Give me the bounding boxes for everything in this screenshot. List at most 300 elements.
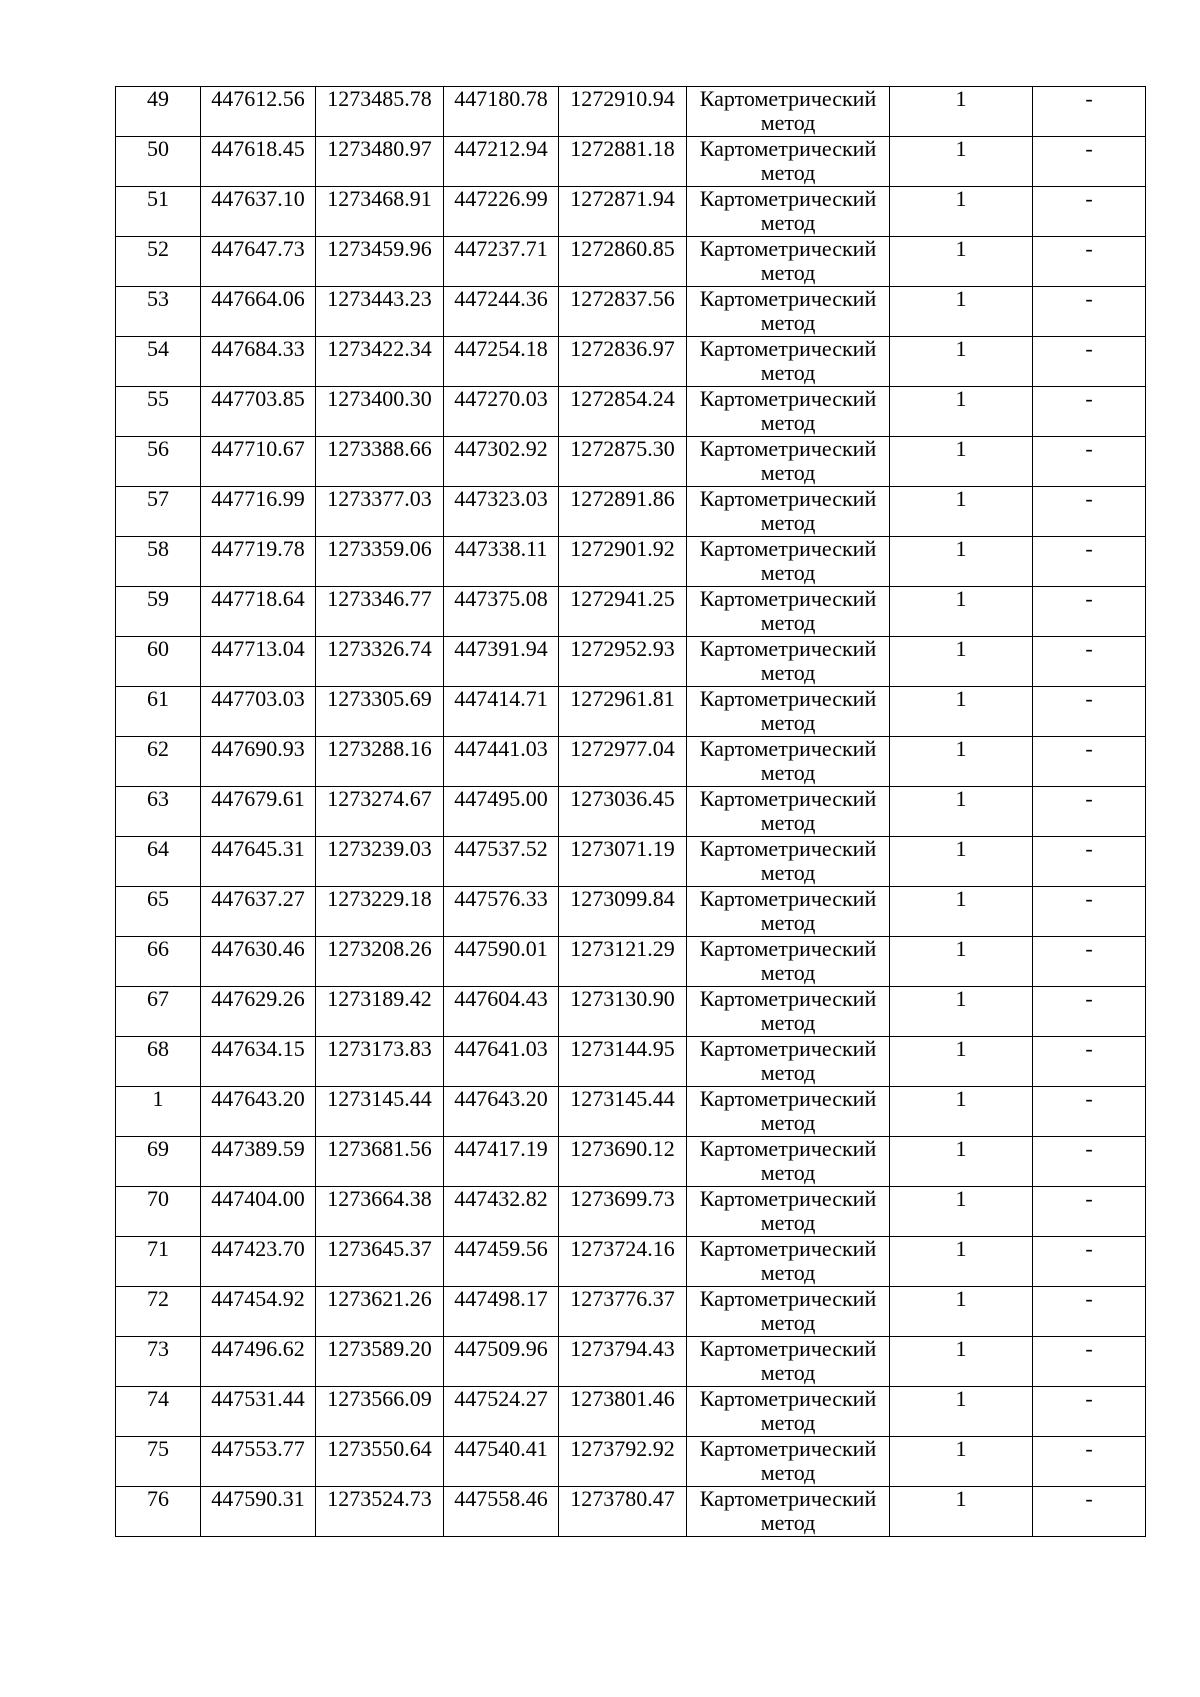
precision-cell: 1 bbox=[890, 1337, 1033, 1387]
method-cell bbox=[687, 487, 890, 537]
x-new-cell: 447375.08 bbox=[444, 587, 559, 637]
y-old-cell: 1273443.23 bbox=[316, 287, 444, 337]
note-cell: - bbox=[1033, 287, 1146, 337]
method-text-line2: метод bbox=[760, 560, 816, 585]
method-text-line1: Картометрический bbox=[699, 1186, 877, 1211]
precision-cell: 1 bbox=[890, 1087, 1033, 1137]
method-cell bbox=[687, 337, 890, 387]
table-row bbox=[116, 137, 1146, 187]
x-new-cell: 447590.01 bbox=[444, 937, 559, 987]
note-cell: - bbox=[1033, 937, 1146, 987]
method-cell bbox=[687, 537, 890, 587]
point-number-cell: 59 bbox=[116, 587, 201, 637]
y-new-cell: 1272836.97 bbox=[559, 337, 687, 387]
table-row bbox=[116, 287, 1146, 337]
x-old-cell: 447531.44 bbox=[201, 1387, 316, 1437]
x-old-cell: 447404.00 bbox=[201, 1187, 316, 1237]
x-old-cell: 447703.03 bbox=[201, 687, 316, 737]
x-old-cell: 447629.26 bbox=[201, 987, 316, 1037]
y-old-cell: 1273208.26 bbox=[316, 937, 444, 987]
precision-cell: 1 bbox=[890, 87, 1033, 137]
note-cell: - bbox=[1033, 387, 1146, 437]
x-new-cell: 447459.56 bbox=[444, 1237, 559, 1287]
method-cell bbox=[687, 1287, 890, 1337]
method-text-line2: метод bbox=[760, 1210, 816, 1235]
method-cell bbox=[687, 1337, 890, 1387]
method-text-line2: метод bbox=[760, 610, 816, 635]
table-row bbox=[116, 237, 1146, 287]
method-text-line2: метод bbox=[760, 1060, 816, 1085]
method-cell bbox=[687, 637, 890, 687]
method-text-line2: метод bbox=[760, 410, 816, 435]
method-text-line2: метод bbox=[760, 360, 816, 385]
y-old-cell: 1273359.06 bbox=[316, 537, 444, 587]
y-old-cell: 1273326.74 bbox=[316, 637, 444, 687]
y-old-cell: 1273189.42 bbox=[316, 987, 444, 1037]
x-old-cell: 447710.67 bbox=[201, 437, 316, 487]
y-new-cell: 1273792.92 bbox=[559, 1437, 687, 1487]
table-row bbox=[116, 1137, 1146, 1187]
table-row bbox=[116, 1087, 1146, 1137]
x-new-cell: 447302.92 bbox=[444, 437, 559, 487]
x-new-cell: 447643.20 bbox=[444, 1087, 559, 1137]
y-old-cell: 1273566.09 bbox=[316, 1387, 444, 1437]
point-number-cell: 75 bbox=[116, 1437, 201, 1487]
y-old-cell: 1273388.66 bbox=[316, 437, 444, 487]
method-text-line1: Картометрический bbox=[699, 1486, 877, 1511]
y-old-cell: 1273589.20 bbox=[316, 1337, 444, 1387]
method-text-line1: Картометрический bbox=[699, 286, 877, 311]
precision-cell: 1 bbox=[890, 887, 1033, 937]
precision-cell: 1 bbox=[890, 337, 1033, 387]
table-row bbox=[116, 337, 1146, 387]
x-new-cell: 447270.03 bbox=[444, 387, 559, 437]
note-cell: - bbox=[1033, 337, 1146, 387]
x-old-cell: 447637.10 bbox=[201, 187, 316, 237]
method-cell bbox=[687, 1437, 890, 1487]
precision-cell: 1 bbox=[890, 187, 1033, 237]
method-cell bbox=[687, 387, 890, 437]
method-text-line1: Картометрический bbox=[699, 586, 877, 611]
point-number-cell: 69 bbox=[116, 1137, 201, 1187]
y-old-cell: 1273681.56 bbox=[316, 1137, 444, 1187]
precision-cell: 1 bbox=[890, 837, 1033, 887]
method-cell bbox=[687, 1187, 890, 1237]
note-cell: - bbox=[1033, 1337, 1146, 1387]
table-row bbox=[116, 1337, 1146, 1387]
precision-cell: 1 bbox=[890, 1387, 1033, 1437]
precision-cell: 1 bbox=[890, 237, 1033, 287]
note-cell: - bbox=[1033, 1487, 1146, 1537]
precision-cell: 1 bbox=[890, 537, 1033, 587]
x-new-cell: 447604.43 bbox=[444, 987, 559, 1037]
y-old-cell: 1273377.03 bbox=[316, 487, 444, 537]
y-old-cell: 1273305.69 bbox=[316, 687, 444, 737]
method-text-line1: Картометрический bbox=[699, 736, 877, 761]
precision-cell: 1 bbox=[890, 637, 1033, 687]
point-number-cell: 52 bbox=[116, 237, 201, 287]
method-cell bbox=[687, 1387, 890, 1437]
x-old-cell: 447618.45 bbox=[201, 137, 316, 187]
method-text-line1: Картометрический bbox=[699, 1236, 877, 1261]
method-text-line1: Картометрический bbox=[699, 636, 877, 661]
note-cell: - bbox=[1033, 887, 1146, 937]
y-old-cell: 1273288.16 bbox=[316, 737, 444, 787]
table-row bbox=[116, 1287, 1146, 1337]
x-new-cell: 447244.36 bbox=[444, 287, 559, 337]
method-text-line1: Картометрический bbox=[699, 1436, 877, 1461]
note-cell: - bbox=[1033, 87, 1146, 137]
x-new-cell: 447441.03 bbox=[444, 737, 559, 787]
x-new-cell: 447338.11 bbox=[444, 537, 559, 587]
method-text-line1: Картометрический bbox=[699, 86, 877, 111]
x-new-cell: 447537.52 bbox=[444, 837, 559, 887]
x-new-cell: 447237.71 bbox=[444, 237, 559, 287]
y-new-cell: 1273036.45 bbox=[559, 787, 687, 837]
point-number-cell: 49 bbox=[116, 87, 201, 137]
x-old-cell: 447612.56 bbox=[201, 87, 316, 137]
method-text-line1: Картометрический bbox=[699, 136, 877, 161]
x-old-cell: 447630.46 bbox=[201, 937, 316, 987]
method-cell bbox=[687, 137, 890, 187]
point-number-cell: 72 bbox=[116, 1287, 201, 1337]
method-text-line2: метод bbox=[760, 460, 816, 485]
note-cell: - bbox=[1033, 787, 1146, 837]
x-new-cell: 447391.94 bbox=[444, 637, 559, 687]
y-old-cell: 1273173.83 bbox=[316, 1037, 444, 1087]
note-cell: - bbox=[1033, 437, 1146, 487]
x-new-cell: 447641.03 bbox=[444, 1037, 559, 1087]
point-number-cell: 76 bbox=[116, 1487, 201, 1537]
y-new-cell: 1273699.73 bbox=[559, 1187, 687, 1237]
point-number-cell: 74 bbox=[116, 1387, 201, 1437]
x-old-cell: 447718.64 bbox=[201, 587, 316, 637]
x-new-cell: 447323.03 bbox=[444, 487, 559, 537]
x-old-cell: 447634.15 bbox=[201, 1037, 316, 1087]
note-cell: - bbox=[1033, 1237, 1146, 1287]
y-new-cell: 1272881.18 bbox=[559, 137, 687, 187]
method-cell bbox=[687, 887, 890, 937]
precision-cell: 1 bbox=[890, 437, 1033, 487]
note-cell: - bbox=[1033, 837, 1146, 887]
y-new-cell: 1272941.25 bbox=[559, 587, 687, 637]
point-number-cell: 62 bbox=[116, 737, 201, 787]
point-number-cell: 57 bbox=[116, 487, 201, 537]
note-cell: - bbox=[1033, 1287, 1146, 1337]
note-cell: - bbox=[1033, 137, 1146, 187]
method-text-line1: Картометрический bbox=[699, 886, 877, 911]
table-row bbox=[116, 87, 1146, 137]
note-cell: - bbox=[1033, 237, 1146, 287]
note-cell: - bbox=[1033, 637, 1146, 687]
x-new-cell: 447498.17 bbox=[444, 1287, 559, 1337]
y-old-cell: 1273400.30 bbox=[316, 387, 444, 437]
method-text-line1: Картометрический bbox=[699, 1136, 877, 1161]
y-old-cell: 1273459.96 bbox=[316, 237, 444, 287]
table-row bbox=[116, 887, 1146, 937]
method-cell bbox=[687, 1037, 890, 1087]
y-new-cell: 1273121.29 bbox=[559, 937, 687, 987]
y-old-cell: 1273621.26 bbox=[316, 1287, 444, 1337]
method-cell bbox=[687, 587, 890, 637]
point-number-cell: 61 bbox=[116, 687, 201, 737]
method-cell bbox=[687, 787, 890, 837]
y-old-cell: 1273274.67 bbox=[316, 787, 444, 837]
y-new-cell: 1272952.93 bbox=[559, 637, 687, 687]
point-number-cell: 70 bbox=[116, 1187, 201, 1237]
method-cell bbox=[687, 1237, 890, 1287]
method-cell bbox=[687, 437, 890, 487]
method-text-line2: метод bbox=[760, 260, 816, 285]
table-row bbox=[116, 1187, 1146, 1237]
method-cell bbox=[687, 1087, 890, 1137]
y-old-cell: 1273485.78 bbox=[316, 87, 444, 137]
point-number-cell: 58 bbox=[116, 537, 201, 587]
x-old-cell: 447645.31 bbox=[201, 837, 316, 887]
method-text-line2: метод bbox=[760, 910, 816, 935]
note-cell: - bbox=[1033, 987, 1146, 1037]
method-text-line2: метод bbox=[760, 210, 816, 235]
precision-cell: 1 bbox=[890, 937, 1033, 987]
table-row bbox=[116, 987, 1146, 1037]
x-new-cell: 447495.00 bbox=[444, 787, 559, 837]
method-cell bbox=[687, 837, 890, 887]
x-old-cell: 447713.04 bbox=[201, 637, 316, 687]
x-old-cell: 447664.06 bbox=[201, 287, 316, 337]
table-row bbox=[116, 937, 1146, 987]
x-old-cell: 447553.77 bbox=[201, 1437, 316, 1487]
precision-cell: 1 bbox=[890, 737, 1033, 787]
point-number-cell: 63 bbox=[116, 787, 201, 837]
method-text-line2: метод bbox=[760, 110, 816, 135]
method-cell bbox=[687, 937, 890, 987]
method-text-line1: Картометрический bbox=[699, 686, 877, 711]
method-text-line2: метод bbox=[760, 1460, 816, 1485]
method-cell bbox=[687, 1137, 890, 1187]
y-new-cell: 1273145.44 bbox=[559, 1087, 687, 1137]
y-new-cell: 1272910.94 bbox=[559, 87, 687, 137]
method-cell bbox=[687, 237, 890, 287]
point-number-cell: 65 bbox=[116, 887, 201, 937]
y-old-cell: 1273480.97 bbox=[316, 137, 444, 187]
y-new-cell: 1273780.47 bbox=[559, 1487, 687, 1537]
method-text-line2: метод bbox=[760, 960, 816, 985]
precision-cell: 1 bbox=[890, 687, 1033, 737]
point-number-cell: 50 bbox=[116, 137, 201, 187]
method-text-line2: метод bbox=[760, 310, 816, 335]
precision-cell: 1 bbox=[890, 987, 1033, 1037]
table-row bbox=[116, 387, 1146, 437]
method-text-line1: Картометрический bbox=[699, 336, 877, 361]
y-old-cell: 1273239.03 bbox=[316, 837, 444, 887]
method-text-line2: метод bbox=[760, 1310, 816, 1335]
method-text-line2: метод bbox=[760, 1160, 816, 1185]
method-cell bbox=[687, 987, 890, 1037]
point-number-cell: 53 bbox=[116, 287, 201, 337]
point-number-cell: 68 bbox=[116, 1037, 201, 1087]
table-row bbox=[116, 1237, 1146, 1287]
y-new-cell: 1272854.24 bbox=[559, 387, 687, 437]
y-old-cell: 1273645.37 bbox=[316, 1237, 444, 1287]
method-text-line1: Картометрический bbox=[699, 436, 877, 461]
x-old-cell: 447719.78 bbox=[201, 537, 316, 587]
method-text-line1: Картометрический bbox=[699, 386, 877, 411]
table-row bbox=[116, 1437, 1146, 1487]
x-old-cell: 447643.20 bbox=[201, 1087, 316, 1137]
note-cell: - bbox=[1033, 537, 1146, 587]
note-cell: - bbox=[1033, 1037, 1146, 1087]
table-row bbox=[116, 487, 1146, 537]
method-text-line1: Картометрический bbox=[699, 186, 877, 211]
note-cell: - bbox=[1033, 1137, 1146, 1187]
precision-cell: 1 bbox=[890, 1137, 1033, 1187]
x-old-cell: 447684.33 bbox=[201, 337, 316, 387]
note-cell: - bbox=[1033, 587, 1146, 637]
x-new-cell: 447524.27 bbox=[444, 1387, 559, 1437]
note-cell: - bbox=[1033, 687, 1146, 737]
point-number-cell: 51 bbox=[116, 187, 201, 237]
method-text-line1: Картометрический bbox=[699, 1336, 877, 1361]
precision-cell: 1 bbox=[890, 1437, 1033, 1487]
note-cell: - bbox=[1033, 1187, 1146, 1237]
method-text-line2: метод bbox=[760, 1510, 816, 1535]
method-text-line2: метод bbox=[760, 1260, 816, 1285]
method-text-line1: Картометрический bbox=[699, 1386, 877, 1411]
method-text-line2: метод bbox=[760, 760, 816, 785]
x-old-cell: 447637.27 bbox=[201, 887, 316, 937]
precision-cell: 1 bbox=[890, 387, 1033, 437]
y-new-cell: 1273690.12 bbox=[559, 1137, 687, 1187]
point-number-cell: 73 bbox=[116, 1337, 201, 1387]
table-row bbox=[116, 787, 1146, 837]
x-new-cell: 447180.78 bbox=[444, 87, 559, 137]
note-cell: - bbox=[1033, 187, 1146, 237]
y-new-cell: 1273099.84 bbox=[559, 887, 687, 937]
y-old-cell: 1273229.18 bbox=[316, 887, 444, 937]
method-text-line1: Картометрический bbox=[699, 536, 877, 561]
method-cell bbox=[687, 187, 890, 237]
x-new-cell: 447226.99 bbox=[444, 187, 559, 237]
point-number-cell: 56 bbox=[116, 437, 201, 487]
method-text-line1: Картометрический bbox=[699, 236, 877, 261]
point-number-cell: 67 bbox=[116, 987, 201, 1037]
x-old-cell: 447496.62 bbox=[201, 1337, 316, 1387]
precision-cell: 1 bbox=[890, 1487, 1033, 1537]
precision-cell: 1 bbox=[890, 787, 1033, 837]
y-new-cell: 1273144.95 bbox=[559, 1037, 687, 1087]
method-text-line2: метод bbox=[760, 510, 816, 535]
method-text-line1: Картометрический bbox=[699, 936, 877, 961]
method-cell bbox=[687, 287, 890, 337]
method-text-line2: метод bbox=[760, 1410, 816, 1435]
method-text-line2: метод bbox=[760, 860, 816, 885]
y-new-cell: 1272871.94 bbox=[559, 187, 687, 237]
y-new-cell: 1273776.37 bbox=[559, 1287, 687, 1337]
method-cell bbox=[687, 87, 890, 137]
precision-cell: 1 bbox=[890, 1287, 1033, 1337]
y-new-cell: 1272977.04 bbox=[559, 737, 687, 787]
table-row bbox=[116, 687, 1146, 737]
method-text-line2: метод bbox=[760, 1010, 816, 1035]
precision-cell: 1 bbox=[890, 1237, 1033, 1287]
table-row bbox=[116, 187, 1146, 237]
y-old-cell: 1273524.73 bbox=[316, 1487, 444, 1537]
y-new-cell: 1272837.56 bbox=[559, 287, 687, 337]
y-old-cell: 1273468.91 bbox=[316, 187, 444, 237]
note-cell: - bbox=[1033, 737, 1146, 787]
y-new-cell: 1272891.86 bbox=[559, 487, 687, 537]
method-text-line2: метод bbox=[760, 160, 816, 185]
x-new-cell: 447540.41 bbox=[444, 1437, 559, 1487]
x-old-cell: 447703.85 bbox=[201, 387, 316, 437]
table-body bbox=[116, 87, 1146, 1537]
point-number-cell: 54 bbox=[116, 337, 201, 387]
table-row bbox=[116, 587, 1146, 637]
x-new-cell: 447254.18 bbox=[444, 337, 559, 387]
method-cell bbox=[687, 687, 890, 737]
y-new-cell: 1273801.46 bbox=[559, 1387, 687, 1437]
x-new-cell: 447509.96 bbox=[444, 1337, 559, 1387]
point-number-cell: 1 bbox=[116, 1087, 201, 1137]
method-text-line2: метод bbox=[760, 1110, 816, 1135]
y-new-cell: 1272901.92 bbox=[559, 537, 687, 587]
y-new-cell: 1273071.19 bbox=[559, 837, 687, 887]
x-old-cell: 447647.73 bbox=[201, 237, 316, 287]
coordinates-table bbox=[115, 86, 1146, 1537]
x-old-cell: 447590.31 bbox=[201, 1487, 316, 1537]
precision-cell: 1 bbox=[890, 587, 1033, 637]
precision-cell: 1 bbox=[890, 487, 1033, 537]
method-text-line2: метод bbox=[760, 660, 816, 685]
point-number-cell: 66 bbox=[116, 937, 201, 987]
method-text-line1: Картометрический bbox=[699, 1086, 877, 1111]
method-cell bbox=[687, 737, 890, 787]
y-old-cell: 1273145.44 bbox=[316, 1087, 444, 1137]
x-old-cell: 447454.92 bbox=[201, 1287, 316, 1337]
note-cell: - bbox=[1033, 487, 1146, 537]
x-old-cell: 447690.93 bbox=[201, 737, 316, 787]
x-new-cell: 447212.94 bbox=[444, 137, 559, 187]
method-text-line2: метод bbox=[760, 710, 816, 735]
method-text-line2: метод bbox=[760, 1360, 816, 1385]
point-number-cell: 55 bbox=[116, 387, 201, 437]
point-number-cell: 60 bbox=[116, 637, 201, 687]
table-row bbox=[116, 1487, 1146, 1537]
table-row bbox=[116, 537, 1146, 587]
y-old-cell: 1273550.64 bbox=[316, 1437, 444, 1487]
x-new-cell: 447414.71 bbox=[444, 687, 559, 737]
y-new-cell: 1273794.43 bbox=[559, 1337, 687, 1387]
method-text-line1: Картометрический bbox=[699, 1286, 877, 1311]
method-text-line2: метод bbox=[760, 810, 816, 835]
method-text-line1: Картометрический bbox=[699, 786, 877, 811]
y-new-cell: 1272961.81 bbox=[559, 687, 687, 737]
x-new-cell: 447432.82 bbox=[444, 1187, 559, 1237]
method-cell bbox=[687, 1487, 890, 1537]
note-cell: - bbox=[1033, 1437, 1146, 1487]
table-row bbox=[116, 737, 1146, 787]
precision-cell: 1 bbox=[890, 137, 1033, 187]
precision-cell: 1 bbox=[890, 287, 1033, 337]
table-row bbox=[116, 837, 1146, 887]
x-new-cell: 447558.46 bbox=[444, 1487, 559, 1537]
x-old-cell: 447423.70 bbox=[201, 1237, 316, 1287]
x-old-cell: 447389.59 bbox=[201, 1137, 316, 1187]
method-text-line1: Картометрический bbox=[699, 836, 877, 861]
y-new-cell: 1273130.90 bbox=[559, 987, 687, 1037]
point-number-cell: 64 bbox=[116, 837, 201, 887]
y-old-cell: 1273664.38 bbox=[316, 1187, 444, 1237]
